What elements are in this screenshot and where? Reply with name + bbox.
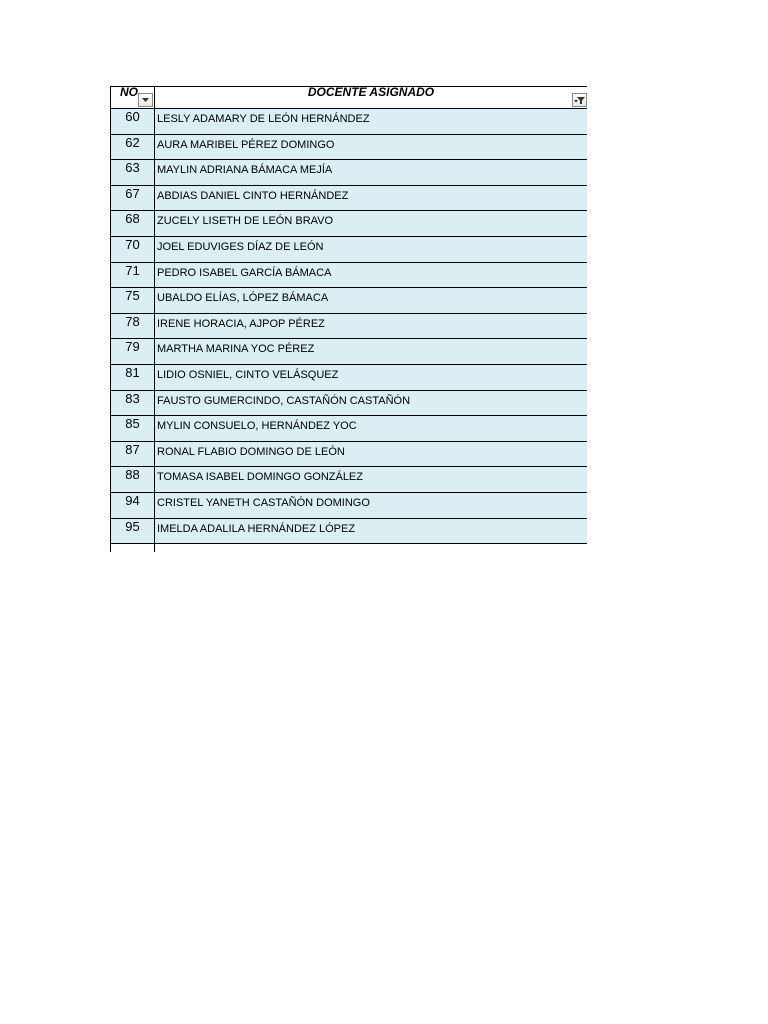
table-header xyxy=(110,86,587,108)
docente-name-cell[interactable]: AURA MARIBEL PÉREZ DOMINGO xyxy=(157,138,335,151)
docente-name-cell[interactable]: UBALDO ELÍAS, LÓPEZ BÁMACA xyxy=(157,292,329,305)
header-docente xyxy=(155,87,587,108)
table-row[interactable] xyxy=(111,415,587,441)
table-row[interactable] xyxy=(111,159,587,185)
row-number-cell[interactable]: 79 xyxy=(111,339,155,364)
dropdown-arrow-icon xyxy=(142,98,149,102)
filter-active-icon xyxy=(574,96,585,105)
table-row[interactable] xyxy=(111,313,587,339)
docente-name-cell[interactable]: PEDRO ISABEL GARCÍA BÁMACA xyxy=(157,266,332,279)
docente-name-cell[interactable]: IMELDA ADALILA HERNÁNDEZ LÓPEZ xyxy=(157,522,356,535)
table-tail xyxy=(110,543,587,552)
table-row[interactable] xyxy=(111,287,587,313)
row-number-cell[interactable]: 81 xyxy=(111,365,155,390)
header-no-label: NO xyxy=(120,85,138,99)
table-row[interactable] xyxy=(111,134,587,160)
row-number-cell[interactable]: 87 xyxy=(111,442,155,467)
no-filter-button[interactable] xyxy=(138,93,153,107)
table-row[interactable] xyxy=(111,236,587,262)
docente-name-cell[interactable]: RONAL FLABIO DOMINGO DE LEÓN xyxy=(157,445,345,458)
docente-name-cell[interactable]: ABDIAS DANIEL CINTO HERNÁNDEZ xyxy=(157,189,349,202)
row-number-cell[interactable]: 60 xyxy=(111,109,155,134)
table-body xyxy=(110,108,587,543)
row-number-cell[interactable]: 68 xyxy=(111,211,155,236)
table-row[interactable] xyxy=(111,441,587,467)
docente-name-cell[interactable]: TOMASA ISABEL DOMINGO GONZÁLEZ xyxy=(157,471,363,484)
table-row[interactable] xyxy=(111,185,587,211)
row-number-cell[interactable]: 83 xyxy=(111,391,155,416)
table-row[interactable] xyxy=(111,518,587,544)
spreadsheet-table xyxy=(110,86,587,552)
table-row[interactable] xyxy=(111,262,587,288)
table-row[interactable] xyxy=(111,210,587,236)
row-number-cell[interactable]: 88 xyxy=(111,467,155,492)
docente-name-cell[interactable]: ZUCELY LISETH DE LEÓN BRAVO xyxy=(157,215,334,228)
row-number-cell[interactable]: 62 xyxy=(111,135,155,160)
table-row[interactable] xyxy=(111,492,587,518)
row-number-cell[interactable]: 71 xyxy=(111,263,155,288)
table-row[interactable] xyxy=(111,390,587,416)
docente-name-cell[interactable]: LIDIO OSNIEL, CINTO VELÁSQUEZ xyxy=(157,368,339,381)
table-row[interactable] xyxy=(111,338,587,364)
docente-name-cell[interactable]: MAYLIN ADRIANA BÁMACA MEJÍA xyxy=(157,164,333,177)
table-row[interactable] xyxy=(111,466,587,492)
docente-name-cell[interactable]: JOEL EDUVIGES DÍAZ DE LEÓN xyxy=(157,240,324,253)
docente-name-cell[interactable]: FAUSTO GUMERCINDO, CASTAÑÓN CASTAÑÓN xyxy=(157,394,411,407)
header-docente-label: DOCENTE ASIGNADO xyxy=(307,85,435,99)
table-row[interactable] xyxy=(111,364,587,390)
row-number-cell[interactable]: 78 xyxy=(111,314,155,339)
row-number-cell[interactable]: 85 xyxy=(111,416,155,441)
docente-name-cell[interactable]: CRISTEL YANETH CASTAÑÓN DOMINGO xyxy=(157,496,370,509)
row-number-cell[interactable]: 63 xyxy=(111,160,155,185)
table-row[interactable] xyxy=(111,108,587,134)
docente-name-cell[interactable]: MYLIN CONSUELO, HERNÁNDEZ YOC xyxy=(157,420,357,433)
docente-name-cell[interactable]: MARTHA MARINA YOC PÉREZ xyxy=(157,343,315,356)
row-number-cell[interactable]: 67 xyxy=(111,186,155,211)
row-number-cell[interactable]: 70 xyxy=(111,237,155,262)
docente-name-cell[interactable]: IRENE HORACIA, AJPOP PÉREZ xyxy=(157,317,325,330)
docente-filter-button[interactable] xyxy=(572,93,587,107)
docente-name-cell[interactable]: LESLY ADAMARY DE LEÓN HERNÁNDEZ xyxy=(157,113,370,125)
header-no xyxy=(111,87,155,108)
row-number-cell[interactable]: 75 xyxy=(111,288,155,313)
row-number-cell[interactable]: 95 xyxy=(111,519,155,544)
row-number-cell[interactable]: 94 xyxy=(111,493,155,518)
